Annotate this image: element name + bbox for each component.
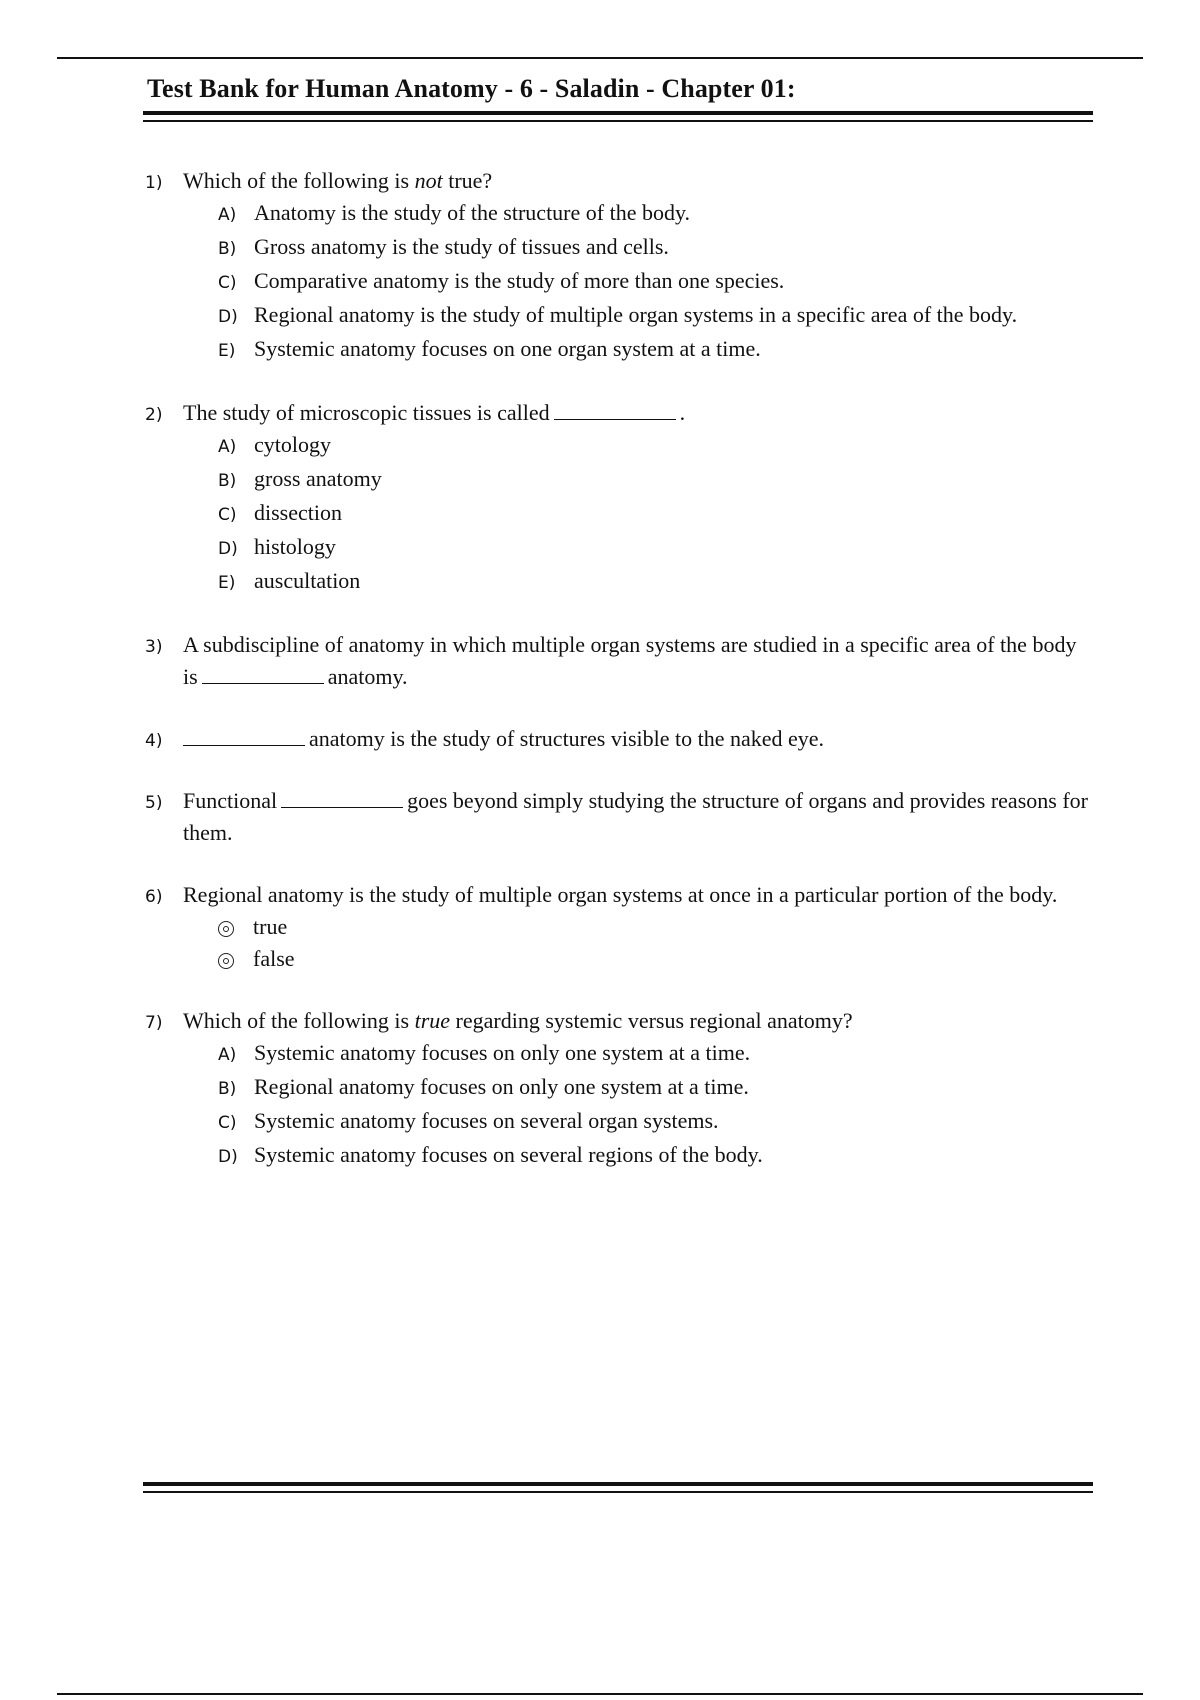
question-text bbox=[183, 165, 1095, 197]
option-text: Regional anatomy focuses on only one system at a time. bbox=[254, 1074, 749, 1099]
question-7 bbox=[145, 1005, 1095, 1173]
option-letter: C) bbox=[218, 505, 237, 525]
question-number: 4) bbox=[145, 731, 163, 751]
option-text: Systemic anatomy focuses on only one system at a time. bbox=[254, 1040, 751, 1065]
option-text: auscultation bbox=[254, 568, 361, 593]
option-d[interactable] bbox=[218, 531, 1095, 565]
option-letter: A) bbox=[218, 205, 237, 225]
question-text-part: The study of microscopic tissues is called bbox=[183, 400, 550, 425]
option-list bbox=[218, 911, 1095, 975]
option-letter: B) bbox=[218, 1079, 237, 1099]
option-true[interactable] bbox=[218, 911, 1095, 943]
question-text-part: regarding systemic versus regional anatomy? bbox=[450, 1008, 853, 1033]
question-number: 2) bbox=[145, 405, 163, 425]
document-title: Test Bank for Human Anatomy - 6 - Saladin - Chapter 01: bbox=[147, 74, 796, 103]
option-a[interactable] bbox=[218, 197, 1095, 231]
question-text bbox=[183, 1005, 1095, 1037]
radio-icon[interactable] bbox=[218, 921, 234, 937]
option-text: Systemic anatomy focuses on one organ system at a time. bbox=[254, 336, 761, 361]
question-text-emphasis: not bbox=[414, 168, 443, 193]
option-letter: D) bbox=[218, 307, 238, 327]
option-letter: B) bbox=[218, 471, 237, 491]
answer-blank[interactable] bbox=[202, 665, 324, 684]
title-double-rule bbox=[143, 111, 1093, 122]
option-text: Systemic anatomy focuses on several organ systems. bbox=[254, 1108, 719, 1133]
option-b[interactable] bbox=[218, 231, 1095, 265]
question-text-part: A subdiscipline of anatomy in which multiple organ systems are studied in a specific area of the body is bbox=[183, 632, 1077, 689]
option-text: Systemic anatomy focuses on several regions of the body. bbox=[254, 1142, 763, 1167]
question-text: Regional anatomy is the study of multiple organ systems at once in a particular portion of the body. bbox=[183, 882, 1058, 907]
answer-blank[interactable] bbox=[183, 727, 305, 746]
option-text: true bbox=[253, 914, 288, 939]
question-text bbox=[183, 629, 1095, 693]
question-1 bbox=[145, 165, 1095, 367]
question-number: 6) bbox=[145, 887, 163, 907]
question-text-part: Which of the following is bbox=[183, 1008, 415, 1033]
footer-double-rule bbox=[143, 1482, 1093, 1493]
option-c[interactable] bbox=[218, 265, 1095, 299]
answer-blank[interactable] bbox=[281, 789, 403, 808]
option-d[interactable] bbox=[218, 299, 1095, 333]
question-number: 1) bbox=[145, 173, 163, 193]
question-text-part: Functional bbox=[183, 788, 278, 813]
option-b[interactable] bbox=[218, 463, 1095, 497]
page-bottom-rule bbox=[57, 1693, 1143, 1695]
question-text-part: true? bbox=[442, 168, 493, 193]
option-false[interactable] bbox=[218, 943, 1095, 975]
option-letter: E) bbox=[218, 341, 236, 361]
option-letter: D) bbox=[218, 539, 238, 559]
option-e[interactable] bbox=[218, 565, 1095, 599]
question-text-part: . bbox=[679, 400, 686, 425]
option-list bbox=[218, 197, 1095, 367]
question-number: 3) bbox=[145, 637, 163, 657]
option-text: false bbox=[253, 946, 295, 971]
radio-icon[interactable] bbox=[218, 953, 234, 969]
option-letter: C) bbox=[218, 273, 237, 293]
question-text-part: anatomy. bbox=[327, 664, 408, 689]
question-text-part: anatomy is the study of structures visible to the naked eye. bbox=[309, 726, 825, 751]
question-text bbox=[183, 785, 1095, 849]
option-letter: E) bbox=[218, 573, 236, 593]
answer-blank[interactable] bbox=[554, 401, 676, 420]
option-text: Comparative anatomy is the study of more than one species. bbox=[254, 268, 785, 293]
question-text bbox=[183, 397, 1095, 429]
option-text: dissection bbox=[254, 500, 342, 525]
option-letter: D) bbox=[218, 1147, 238, 1167]
option-text: gross anatomy bbox=[254, 466, 382, 491]
option-letter: A) bbox=[218, 437, 237, 457]
question-number: 5) bbox=[145, 793, 163, 813]
question-text-part: Which of the following is bbox=[183, 168, 415, 193]
question-text bbox=[183, 723, 1095, 755]
question-2 bbox=[145, 397, 1095, 599]
question-5 bbox=[145, 785, 1095, 849]
question-text-emphasis: true bbox=[414, 1008, 451, 1033]
option-text: Regional anatomy is the study of multiple organ systems in a specific area of the body. bbox=[254, 302, 1018, 327]
option-list bbox=[218, 1037, 1095, 1173]
option-letter: A) bbox=[218, 1045, 237, 1065]
option-list bbox=[218, 429, 1095, 599]
option-e[interactable] bbox=[218, 333, 1095, 367]
page-top-rule bbox=[57, 57, 1143, 59]
question-4 bbox=[145, 723, 1095, 755]
option-letter: B) bbox=[218, 239, 237, 259]
option-a[interactable] bbox=[218, 1037, 1095, 1071]
question-6 bbox=[145, 879, 1095, 975]
option-c[interactable] bbox=[218, 497, 1095, 531]
option-text: cytology bbox=[254, 432, 331, 457]
option-text: Gross anatomy is the study of tissues and cells. bbox=[254, 234, 669, 259]
option-a[interactable] bbox=[218, 429, 1095, 463]
option-text: histology bbox=[254, 534, 336, 559]
option-c[interactable] bbox=[218, 1105, 1095, 1139]
option-b[interactable] bbox=[218, 1071, 1095, 1105]
question-list bbox=[145, 165, 1095, 1203]
option-d[interactable] bbox=[218, 1139, 1095, 1173]
question-number: 7) bbox=[145, 1013, 163, 1033]
question-text-part: goes beyond simply studying the structure of organs and provides reasons for them. bbox=[183, 788, 1088, 845]
option-text: Anatomy is the study of the structure of the body. bbox=[254, 200, 691, 225]
question-3 bbox=[145, 629, 1095, 693]
option-letter: C) bbox=[218, 1113, 237, 1133]
